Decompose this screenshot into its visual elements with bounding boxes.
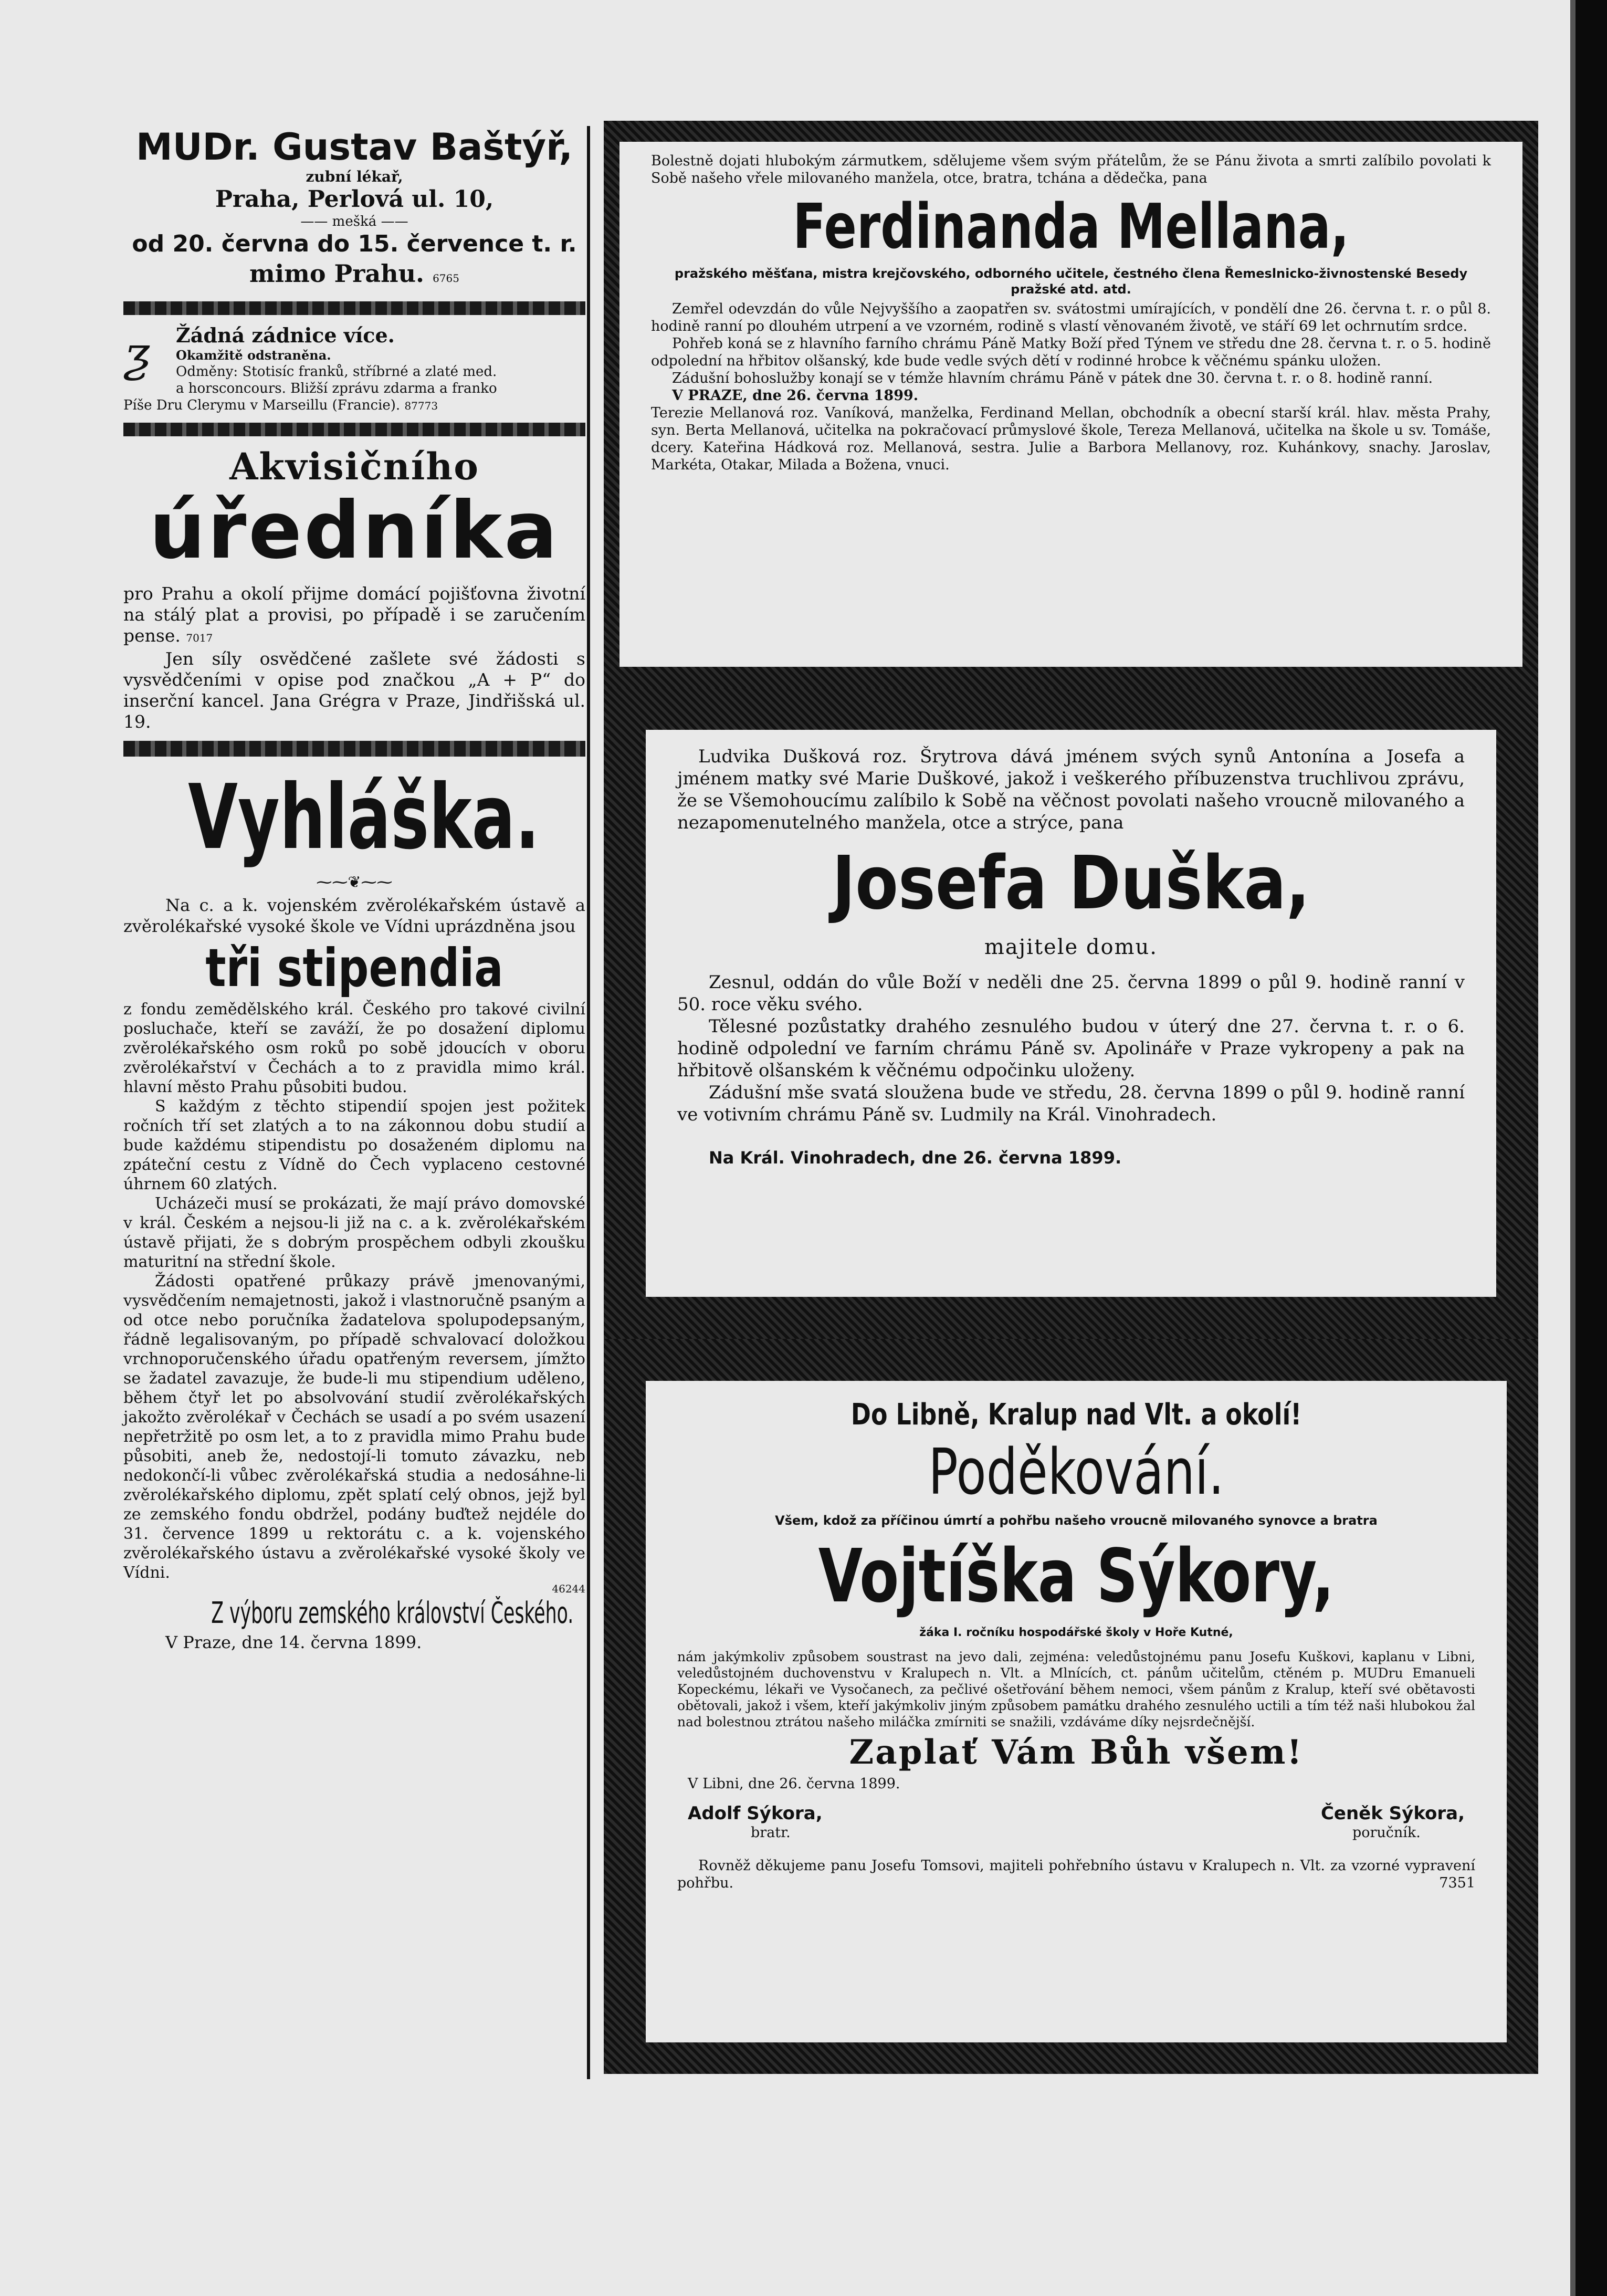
ornamental-initial-icon: ƺ xyxy=(123,327,150,382)
zadnici-line3: a horsconcours. Bližší zprávu zdarma a franko xyxy=(176,381,497,396)
obituary-dusek-frame xyxy=(604,688,1538,1339)
zadnici-ref: 87773 xyxy=(404,400,438,412)
dusek-name: Josefa Duška, xyxy=(832,841,1310,926)
vyhlaska-p2: S každým z těchto stipendií spojen jest požitek ročních tří set zlatých a to na zákonnou dobu studií a bude každému stipendistu po dosaženém diplomu na zpáteční cestu z Vídně do Čech vyplaceno cestovné úhrnem 60 zlatých. xyxy=(123,1097,585,1193)
vyhlaska-p3: Ucházeči musí se prokázati, že mají právo domovské v král. Českém a nejsou-li již na c. a k. zvěrolékařském ústavě přijati, že s dobrým prospěchem odbyli zkoušku maturitní na střední škole. xyxy=(123,1194,585,1271)
sykora-thanks: Poděkování. xyxy=(928,1436,1224,1509)
sykora-date: V Libni, dne 26. června 1899. xyxy=(688,1776,900,1792)
vyhlaska-intro: Na c. a k. vojenském zvěrolékařském ústavě a zvěrolékařské vysoké škole ve Vídni uprázdněna jsou xyxy=(123,895,585,936)
zadnici-line4 xyxy=(123,397,585,414)
ornament-divider-icon: ⁓⁓❦⁓⁓ xyxy=(316,873,393,892)
dentist-absence: —— mešká —— xyxy=(300,214,408,229)
vyhlaska-p4: Žádosti opatřené průkazy právě jmenovanými, vysvědčením nemajetnosti, jakož i vlastnoručně psaným a od otce nebo poručníka žadatelova spolupodepsaným, řádně legalisovaným, po případě schvalovací doložkou vrchnoporučenského úřadu opatřeným reversem, jímžto se žadatel zavazuje, že bude-li mu stipendium uděleno, během čtyř let po absolvování studií zvěrolékařských jakožto zvěrolékař v Čechách se usadí a po svém usazení nepřetržitě po osm let, a to z pravidla mimo Prahu bude působiti, aneb že, nedostojí-li tomuto závazku, neb nedokončí-li vůbec zvěrolékařská studia a nedosáhne-li zvěrolékařského diplomu, zpět splatí celý obnos, jejž byl ze zemského fondu obdržel, podány buďtež nejdéle do 31. července 1899 u rektorátu c. a k. vojenského zvěrolékařského ústavu a zvěrolékařské vysoké školy ve Vídni. xyxy=(123,1272,585,1582)
dentist-away-text: mimo Prahu. xyxy=(249,259,425,288)
obituary-dusek xyxy=(646,730,1496,1297)
thanks-sykora-frame xyxy=(604,1339,1538,2074)
page-dark-edge xyxy=(1576,0,1607,2296)
dentist-name: MUDr. Gustav Baštýř, xyxy=(136,125,573,169)
vyhlaska-signature: Z výboru zemského království Českého. xyxy=(211,1596,574,1630)
sig1-role: bratr. xyxy=(751,1825,791,1841)
column-divider xyxy=(587,126,590,2079)
dusek-date: Na Král. Vinohradech, dne 26. června 1899. xyxy=(709,1148,1122,1168)
mellan-intro: Bolestně dojati hlubokým zármutkem, sdělujeme všem svým přátelům, že se Pánu života a smrti zalíbilo povolati k Sobě našeho vřele milovaného manžela, otce, bratra, tchána a dědečka, pana xyxy=(651,153,1491,186)
dentist-address: Praha, Perlová ul. 10, xyxy=(215,186,494,213)
zadnici-line4-text: Píše Dru Clerymu v Marseillu (Francie). xyxy=(123,397,401,413)
sykora-signatures xyxy=(677,1803,1475,1841)
sykora-footer-text: Rovněž děkujeme panu Josefu Tomsovi, majiteli pohřebního ústavu v Kralupech n. Vlt. za vzorné vypravení pohřbu. xyxy=(677,1858,1475,1891)
obituary-mellan xyxy=(619,142,1522,667)
sig2-name: Čeněk Sýkora, xyxy=(1320,1803,1465,1824)
dentist-ref: 6765 xyxy=(433,272,459,285)
ad-zadnici xyxy=(123,323,585,414)
sykora-body: nám jakýmkoliv způsobem soustrast na jevo dali, zejména: veledůstojnému panu Josefu Kuškovi, kaplanu v Libni, veledůstojném duchovenstvu v Kralupech n. Vlt. a Mlnících, ct. pánům učitelům, ctěném p. MUDru Emanueli Kopeckému, lékaři ve Vysočanech, za pečlivé ošetřování během nemoci, všem pánům z Kralup, kteří své obětavosti obětovali, jakož i všem, kteří jakýmkoliv jiným způsobem památku drahého zesnulého uctili a tím též naši hlubokou žal nad bolestnou ztrátou našeho miláčka zmírniti se snažili, vzdáváme díky nejsrdečnější. xyxy=(677,1649,1475,1729)
dusek-p3: Zádušní mše svatá sloužena bude ve středu, 28. června 1899 o půl 9. hodině ranní ve votivním chrámu Páně sv. Ludmily na Král. Vinohradech. xyxy=(677,1082,1465,1125)
zadnici-line2: Odměny: Stotisíc franků, stříbrné a zlaté med. xyxy=(176,364,497,380)
sig1-name: Adolf Sýkora, xyxy=(688,1803,823,1824)
vyhlaska-date: V Praze, dne 14. června 1899. xyxy=(165,1632,422,1652)
urednik-ref: 7017 xyxy=(186,632,213,644)
dusek-p1: Zesnul, oddán do vůle Boží v neděli dne 25. června 1899 o půl 9. hodině ranní v 50. roce věku svého. xyxy=(677,972,1465,1015)
zadnici-line1: Okamžitě odstraněna. xyxy=(176,348,331,363)
divider-bar xyxy=(123,301,585,315)
obituary-mellan-frame xyxy=(604,121,1538,688)
dusek-p2: Tělesné pozůstatky drahého zesnulého budou v úterý dne 27. června t. r. o 6. hodině odpolední ve farním chrámu Páně sv. Apolináře v Praze vykropeny a pak na hřbitově olšanském k věčnému odpočinku uloženy. xyxy=(677,1016,1465,1081)
zadnici-headline: Žádná zádnice více. xyxy=(176,323,395,347)
urednik-title1: Akvisičního xyxy=(229,445,479,488)
mellan-p3: Zádušní bohoslužby konají se v témže hlavním chrámu Páně v pátek dne 30. června t. r. o 8. hodině ranní. xyxy=(672,370,1433,386)
sykora-head: Do Libně, Kralup nad Vlt. a okolí! xyxy=(850,1398,1302,1432)
vyhlaska-ref: 46244 xyxy=(552,1582,585,1595)
mellan-date: V PRAZE, dne 26. června 1899. xyxy=(672,387,919,404)
sykora-signature-2 xyxy=(1321,1803,1465,1841)
vyhlaska-stipendia: tři stipendia xyxy=(205,937,503,999)
sykora-footer xyxy=(677,1857,1475,1892)
vyhlaska-p1: z fondu zemědělského král. Českého pro takové civilní posluchače, kteří se zaváží, že po dosažení diplomu zvěrolékařského osm roků po sobě jdoucích v oboru zvěrolékařství v Čechách a to z pravidla mimo král. hlavní město Prahu působiti budou. xyxy=(123,1000,585,1096)
thanks-sykora xyxy=(646,1381,1507,2042)
ad-urednik xyxy=(123,445,585,732)
mellan-name: Ferdinanda Mellana, xyxy=(793,190,1349,263)
dusek-title: majitele domu. xyxy=(984,935,1158,959)
divider-bar xyxy=(123,423,585,436)
sykora-intro: Všem, kdož za příčinou úmrtí a pohřbu našeho vroucně milovaného synovce a bratra xyxy=(775,1513,1378,1528)
urednik-title2: úředníka xyxy=(149,485,560,576)
divider-bar xyxy=(123,741,585,757)
sykora-ref: 7351 xyxy=(1439,1875,1475,1891)
mellan-p1: Zemřel odevzdán do vůle Nejvyššího a zaopatřen sv. svátostmi umírajících, v pondělí dne 26. června t. r. o půl 8. hodině ranní po dlouhém utrpení a ve vzorném, rodině s vlastí věnovaném životě, ve stáří 69 let ochrnutím srdce. xyxy=(651,301,1491,334)
sykora-blessing: Zaplať Vám Bůh všem! xyxy=(849,1733,1304,1772)
page-edge-shadow xyxy=(1570,0,1576,2296)
dusek-intro: Ludvika Dušková roz. Šrytrova dává jménem svých synů Antonína a Josefa a jménem matky své Marie Duškové, jakož i veškerého příbuzenstva truchlivou zprávu, že se Všemohoucímu zalíbilo k Sobě na věčnost povolati našeho vroucně milovaného a nezapomenutelného manžela, otce a strýce, pana xyxy=(677,746,1465,833)
vyhlaska-title: Vyhláška. xyxy=(188,766,540,869)
sykora-title: žáka I. ročníku hospodářské školy v Hoře Kutné, xyxy=(919,1626,1233,1639)
left-column xyxy=(123,126,585,1653)
sykora-signature-1 xyxy=(688,1803,823,1841)
mellan-title: pražského měšťana, mistra krejčovského, odborného učitele, čestného člena Řemeslnicko-živnostenské Besedy pražské atd. atd. xyxy=(674,266,1468,297)
dentist-profession: zubní lékař, xyxy=(306,168,403,185)
vyhlaska xyxy=(123,765,585,1653)
ad-bastyr xyxy=(123,126,585,293)
dentist-dates: od 20. června do 15. července t. r. xyxy=(132,230,577,257)
sig2-role: poručník. xyxy=(1352,1825,1421,1841)
urednik-body xyxy=(123,583,585,648)
mellan-family: Terezie Mellanová roz. Vaníková, manželka, Ferdinand Mellan, obchodník a obecní starší král. hlav. města Prahy, syn. Berta Mellanová, učitelka na pokračovací průmyslové škole, Tereza Mellanová, učitelka na škole u sv. Tomáše, dcery. Kateřina Hádková roz. Mellanová, sestra. Julie a Barbora Mellanovy, roz. Kuhánkovy, snachy. Jaroslav, Markéta, Otakar, Milada a Božena, vnuci. xyxy=(651,405,1491,473)
sykora-name: Vojtíška Sýkory, xyxy=(818,1534,1335,1619)
mellan-p2: Pohřeb koná se z hlavního farního chrámu Páně Matky Boží před Týnem ve středu dne 28. června t. r. o 5. hodině odpolední na hřbitov olšanský, kde bude vedle svých dětí v rodinné hrobce k věčnému spánku uložen. xyxy=(651,336,1491,369)
urednik-body2: Jen síly osvědčené zašlete své žádosti s vysvědčeními v opise pod značkou „A + P“ do inserční kancel. Jana Grégra v Praze, Jindřišská ul. 19. xyxy=(123,648,585,732)
dentist-away xyxy=(123,259,585,293)
urednik-body-text: pro Prahu a okolí přijme domácí pojišťovna životní na stálý plat a provisi, po případě i se zaručením pense. xyxy=(123,583,585,646)
